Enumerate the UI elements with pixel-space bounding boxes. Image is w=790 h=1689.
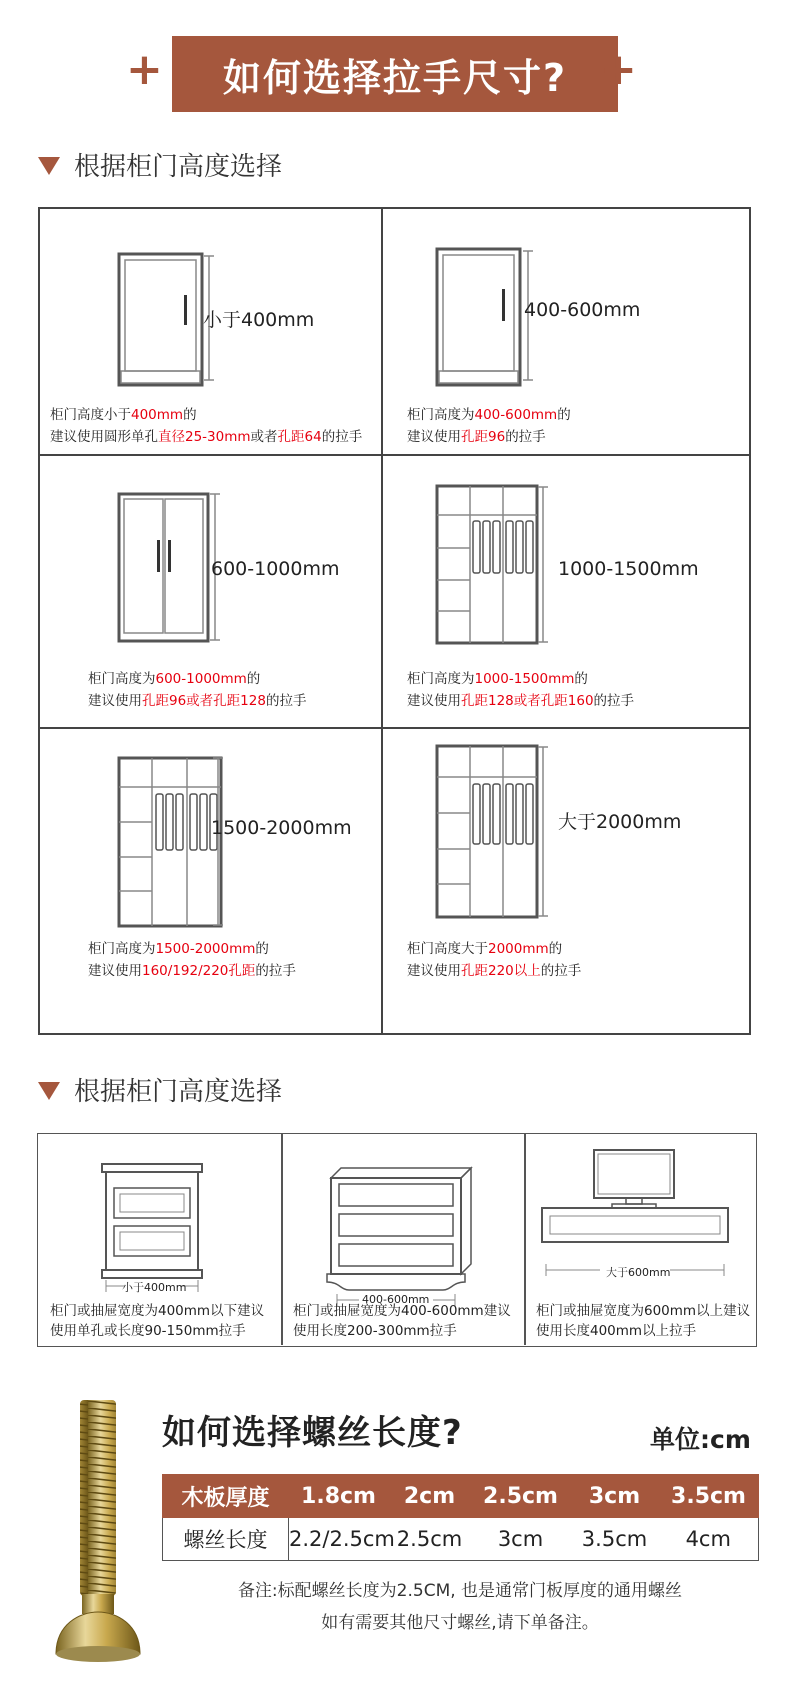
desc-highlight: 600-1000mm (155, 671, 247, 687)
desc-highlight: 400-600mm (474, 407, 558, 423)
desc-text: 的 (246, 671, 261, 687)
dimension-label: 400-600mm (362, 1293, 430, 1306)
screw-length-table (162, 1474, 759, 1561)
table-cell: 螺丝长度 (163, 1518, 289, 1561)
table-cell: 2.2/2.5cm (289, 1518, 389, 1561)
table-cell: 1.8cm (289, 1475, 389, 1518)
cell-over-2000 (383, 729, 749, 1033)
unit-label: 单位:cm (650, 1425, 751, 1454)
cell-description (88, 938, 296, 982)
desc-text: 柜门或抽屉宽度为400-600mm建议 (293, 1303, 511, 1319)
table-row (163, 1518, 759, 1561)
tall-wardrobe-icon (383, 729, 749, 1033)
dimension-label: 小于400mm (203, 309, 315, 331)
desc-highlight: 2000mm (488, 941, 549, 957)
cell-description (50, 404, 362, 448)
table-cell: 2.5cm (389, 1518, 471, 1561)
desc-text: 建议使用 (88, 693, 142, 709)
table-cell: 2cm (389, 1475, 471, 1518)
desc-text: 建议使用 (88, 963, 142, 979)
plus-left-icon: + (126, 44, 163, 95)
desc-text: 柜门高度大于 (407, 941, 488, 957)
cell-1000-1500 (383, 456, 749, 727)
desc-highlight: 孔距220以上 (461, 963, 541, 979)
triangle-down-icon (38, 1082, 60, 1100)
desc-text: 的拉手 (540, 963, 582, 979)
desc-text: 的 (255, 941, 269, 957)
desc-text: 的拉手 (505, 429, 546, 445)
cell-description (407, 938, 581, 982)
page-title: 如何选择拉手尺寸? (172, 36, 618, 112)
plus-right-icon: + (600, 44, 637, 95)
desc-highlight: 孔距96或者孔距128 (142, 693, 266, 709)
cell-description (407, 668, 634, 712)
drawer-width-grid (37, 1133, 757, 1347)
desc-text: 使用单孔或长度90-150mm拉手 (50, 1323, 246, 1339)
desc-text: 建议使用 (407, 693, 461, 709)
desc-text: 或者 (250, 429, 278, 445)
cell-400-600 (383, 209, 749, 454)
large-wardrobe-icon (40, 729, 381, 1033)
door-height-grid (38, 207, 751, 1035)
dimension-label: 1000-1500mm (558, 558, 699, 580)
table-cell: 4cm (659, 1518, 759, 1561)
table-cell: 木板厚度 (163, 1475, 289, 1518)
dimension-label: 大于2000mm (558, 811, 682, 833)
desc-text: 建议使用 (407, 429, 461, 445)
desc-highlight: 直径25-30mm (158, 429, 251, 445)
table-cell: 3cm (471, 1518, 571, 1561)
dimension-label: 小于400mm (122, 1281, 187, 1294)
desc-highlight: 160/192/220孔距 (142, 963, 256, 979)
table-cell: 3.5cm (571, 1518, 659, 1561)
desc-text: 的 (574, 671, 588, 687)
cell-description (536, 1301, 750, 1341)
table-cell: 2.5cm (471, 1475, 571, 1518)
screw-section-title: 如何选择螺丝长度? (162, 1413, 463, 1453)
desc-highlight: 孔距64 (277, 429, 322, 445)
triangle-down-icon (38, 157, 60, 175)
desc-text: 柜门高度为 (407, 671, 475, 687)
section2-heading (38, 1071, 282, 1108)
desc-text: 的拉手 (321, 429, 363, 445)
dimension-label: 大于600mm (606, 1266, 671, 1279)
dimension-label: 600-1000mm (211, 558, 340, 580)
dimension-label: 400-600mm (524, 299, 641, 321)
section2-heading-text: 根据柜门高度选择 (74, 1077, 283, 1107)
table-header-row (163, 1475, 759, 1518)
desc-highlight: 400mm (131, 407, 184, 423)
desc-highlight: 1000-1500mm (474, 671, 575, 687)
cell-600-1000 (40, 456, 381, 727)
table-cell: 3cm (571, 1475, 659, 1518)
section1-heading (38, 146, 282, 183)
cell-under-400 (40, 209, 381, 454)
cell-width-400-600 (283, 1134, 524, 1345)
desc-highlight: 孔距128或者孔距160 (461, 693, 594, 709)
desc-text: 的拉手 (265, 693, 307, 709)
cell-width-over-600 (526, 1134, 755, 1345)
desc-text: 的拉手 (593, 693, 635, 709)
cell-description (88, 668, 306, 712)
desc-text: 的拉手 (255, 963, 296, 979)
desc-text: 柜门或抽屉宽度为400mm以下建议 (50, 1303, 265, 1319)
desc-text: 建议使用 (407, 963, 461, 979)
table-cell: 3.5cm (659, 1475, 759, 1518)
desc-text: 柜门高度为 (88, 941, 156, 957)
desc-highlight: 孔距96 (461, 429, 506, 445)
note-line-1: 备注:标配螺丝长度为2.5CM, 也是通常门板厚度的通用螺丝 (237, 1581, 683, 1601)
desc-text: 使用长度400mm以上拉手 (536, 1323, 697, 1339)
desc-text: 柜门高度为 (407, 407, 475, 423)
cell-description (293, 1301, 511, 1341)
desc-text: 柜门或抽屉宽度为600mm以上建议 (536, 1303, 751, 1319)
desc-text: 的 (183, 407, 197, 423)
desc-text: 的 (548, 941, 563, 957)
note-line-2: 如有需要其他尺寸螺丝,请下单备注。 (321, 1613, 599, 1633)
desc-text: 使用长度200-300mm拉手 (293, 1323, 457, 1339)
cell-description (50, 1301, 264, 1341)
desc-text: 柜门高度小于 (50, 407, 131, 423)
desc-text: 建议使用圆形单孔 (50, 429, 158, 445)
desc-text: 柜门高度为 (88, 671, 156, 687)
cell-width-under-400 (38, 1134, 281, 1345)
dimension-label: 1500-2000mm (211, 817, 352, 839)
desc-text: 的 (557, 407, 571, 423)
cell-1500-2000 (40, 729, 381, 1033)
section1-heading-text: 根据柜门高度选择 (74, 152, 283, 182)
desc-highlight: 1500-2000mm (155, 941, 256, 957)
cell-description (407, 404, 571, 448)
screw-icon (52, 1394, 142, 1684)
